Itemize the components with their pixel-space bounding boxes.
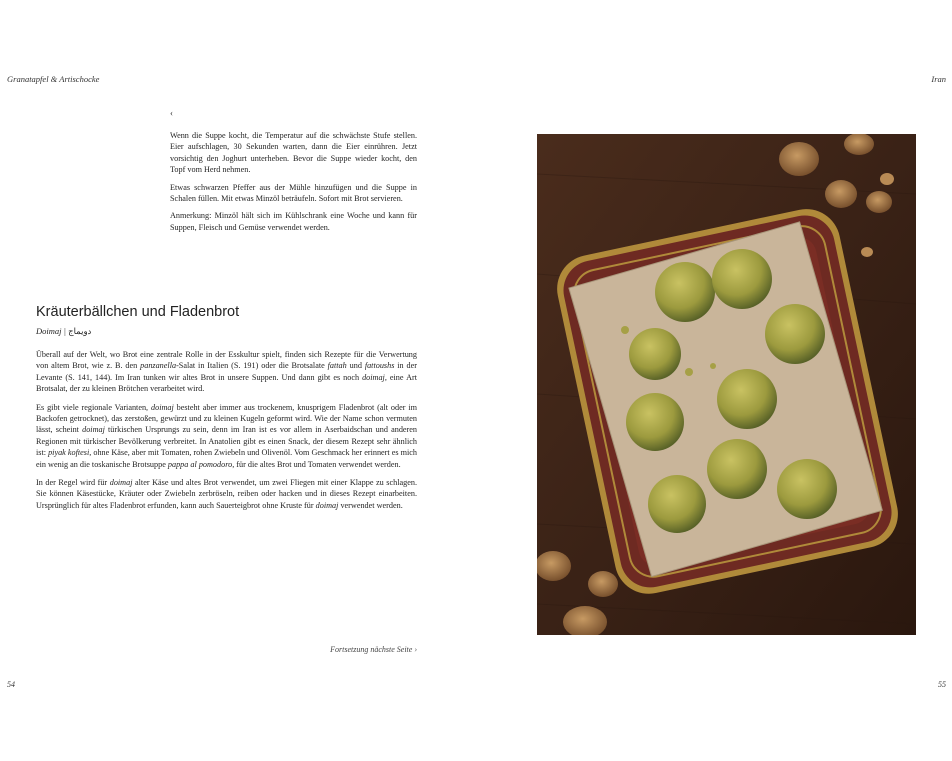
continue-next-page-link[interactable]: Fortsetzung nächste Seite › — [330, 645, 417, 654]
italic-term: doimaj — [109, 478, 133, 488]
text-run: alter Käse und altes Brot verwendet, um zwei Fliegen mit einer Klappe zu schlagen. Sie können Käsestücke, Kräuter oder Zwiebeln zerbröseln, reiben oder hacken und in dieses Rezept einarbeiten. Ursprünglich für altes Fladenbrot erfunden, kann auch Sauerteigbrot ohne Kruste für — [36, 478, 417, 510]
recipe-intro — [36, 349, 417, 518]
back-arrow-icon: ‹ — [170, 108, 173, 118]
italic-term: doimaj — [82, 425, 105, 435]
intro-paragraph-1 — [36, 349, 417, 395]
subtitle-separator: | — [61, 326, 69, 336]
italic-term: panzanella — [140, 361, 177, 371]
italic-term: doimaj — [151, 402, 174, 412]
text-run: , eine Art Brotsalat, der zu kleinen Brötchen verarbeitet wird. — [36, 372, 417, 394]
continuation-paragraph: Wenn die Suppe kocht, die Temperatur auf die schwächste Stufe stellen. Eier aufschlagen, 30 Sekunden warten, dann die Eier einrühren. Jetzt vorsichtig den Joghurt unterheben. Bevor die Suppe wieder kocht, den Topf vom Herd nehmen. — [170, 131, 417, 175]
text-run: In der Regel wird für — [36, 478, 110, 488]
photo-illustration — [537, 134, 916, 635]
recipe-subtitle — [36, 326, 91, 337]
subtitle-arabic: دویماج — [68, 326, 92, 336]
text-run: Es gibt viele regionale Varianten, — [36, 402, 151, 412]
text-run: -Salat in Italien (S. 191) oder die Brotsalate — [176, 361, 328, 371]
running-head-left: Granatapfel & Artischocke — [7, 74, 100, 84]
running-head-right: Iran — [931, 74, 946, 84]
text-run: Überall auf der Welt, wo Brot eine zentrale Rolle in der Esskultur spielt, finden sich Rezepte für die Verwertung von altem Brot, wie z. B. den — [36, 350, 417, 371]
subtitle-latin: Doimaj — [36, 326, 62, 336]
continuation-text — [170, 130, 417, 239]
italic-term: pappa al pomodoro — [167, 459, 233, 469]
italic-term: piyak koftesi — [48, 448, 90, 458]
text-run: , ohne Käse, aber mit Tomaten, rohen Zwiebeln und Olivenöl. Vom Geschmack her erinnert es mich ein wenig an die toskanische Brotsuppe — [36, 448, 417, 469]
italic-term: fattah — [327, 361, 347, 371]
continuation-paragraph: Etwas schwarzen Pfeffer aus der Mühle hinzufügen und die Suppe in Schalen füllen. Mit etwas Minzöl beträufeln. Sofort mit Brot servieren. — [170, 182, 417, 204]
text-run: in der Levante (S. 141, 144). Im Iran tunken wir altes Brot in unsere Suppen. Und dann gibt es noch — [36, 361, 417, 382]
recipe-title: Kräuterbällchen und Fladenbrot — [36, 304, 240, 320]
text-run: und — [346, 361, 365, 371]
italic-term: doimaj — [362, 372, 385, 382]
herb-balls-photo — [537, 134, 916, 635]
continuation-paragraph: Anmerkung: Minzöl hält sich im Kühlschrank eine Woche und kann für Suppen, Fleisch und Gemüse verwendet werden. — [170, 211, 417, 232]
italic-term: fattoushs — [364, 361, 395, 371]
page-number-right: 55 — [938, 680, 946, 689]
text-run: verwendet werden. — [338, 500, 403, 510]
intro-paragraph-2 — [36, 402, 417, 470]
page-number-left: 54 — [7, 680, 15, 689]
text-run: türkischen Ursprungs zu sein, denn im Iran ist es vor allem in Aserbaidschan und anderen Regionen mit türkischer Bevölkerung verbreitet. In Anatolien gibt es einen Snack, der diesem Rezept sehr ähnlich ist: — [36, 425, 418, 458]
italic-term: doimaj — [315, 500, 339, 510]
text-run: besteht aber immer aus trockenem, knusprigem Fladenbrot (alt oder im Backofen getrocknet), das zerstoßen, gewürzt und zu kleinen Kugeln geformt wird. Wie der Name schon vermuten lässt, scheint — [36, 402, 417, 435]
text-run: , für die altes Brot und Tomaten verwendet werden. — [232, 459, 401, 469]
intro-paragraph-3 — [36, 477, 417, 511]
